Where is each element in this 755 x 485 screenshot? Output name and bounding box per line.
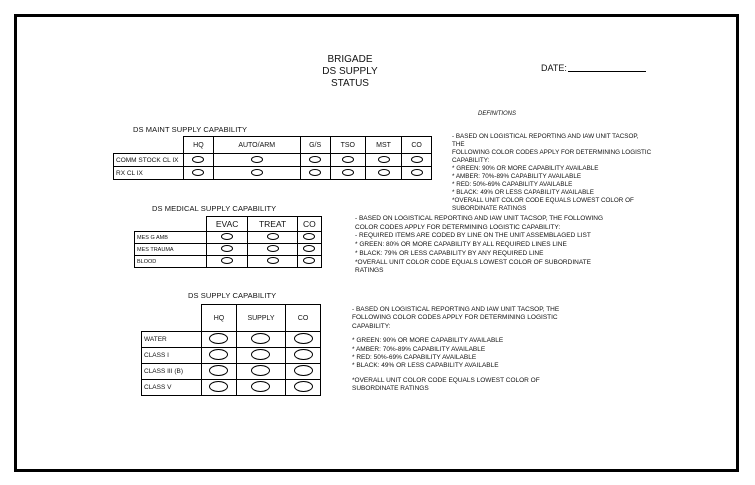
definitions-heading: DEFINITIONS	[478, 111, 517, 117]
title-line: BRIGADE	[327, 54, 373, 65]
column-header: CO	[402, 137, 432, 154]
status-oval[interactable]	[209, 333, 228, 344]
table-row	[142, 380, 321, 396]
status-oval[interactable]	[209, 381, 228, 392]
column-header: CO	[286, 305, 321, 332]
definition-line: SUBORDINATE RATINGS	[352, 385, 429, 393]
medical-section-title: DS MEDICAL SUPPLY CAPABILITY	[152, 204, 277, 213]
status-oval[interactable]	[294, 349, 313, 360]
status-oval[interactable]	[209, 365, 228, 376]
definition-line: SUBORDINATE RATINGS	[452, 205, 527, 212]
column-header: CO	[297, 217, 321, 232]
definition-line: * RED: 50%-69% CAPABILITY AVAILABLE	[452, 181, 573, 188]
column-header: SUPPLY	[236, 305, 285, 332]
status-oval[interactable]	[303, 233, 315, 240]
column-header: MST	[365, 137, 401, 154]
row-label: BLOOD	[135, 256, 207, 268]
row-label: CLASS V	[142, 380, 202, 396]
row-label: MES G AMB	[135, 232, 207, 244]
definition-line: - BASED ON LOGISTICAL REPORTING AND IAW UNIT TACSOP, THE	[352, 306, 560, 313]
status-oval[interactable]	[378, 156, 390, 163]
table-row	[114, 167, 432, 180]
status-oval[interactable]	[342, 156, 354, 163]
definition-line: * RED: 50%-69% CAPABILITY AVAILABLE	[352, 354, 477, 362]
status-oval[interactable]	[267, 257, 279, 264]
column-header: HQ	[184, 137, 214, 154]
definition-line: * BLACK: 79% OR LESS CAPABILITY BY ANY REQUIRED LINE	[355, 249, 544, 257]
definition-line: COLOR CODES APPLY FOR DETERMINING LOGISTIC CAPABILITY:	[355, 223, 561, 231]
status-oval[interactable]	[411, 169, 423, 176]
row-label: CLASS III (B)	[142, 364, 202, 380]
definition-line: * GREEN: 90% OR MORE CAPABILITY AVAILABLE	[452, 165, 599, 172]
definition-line: * BLACK: 49% OR LESS CAPABILITY AVAILABLE	[452, 189, 594, 196]
date-field[interactable]	[568, 71, 646, 72]
definition-line: CAPABILITY:	[352, 322, 391, 330]
status-oval[interactable]	[221, 245, 233, 252]
document-title	[290, 54, 410, 90]
status-oval[interactable]	[309, 169, 321, 176]
table-row	[142, 332, 321, 348]
column-header: EVAC	[207, 217, 248, 232]
table-row	[135, 256, 322, 268]
status-oval[interactable]	[267, 233, 279, 240]
blank-header-cell	[135, 217, 207, 232]
status-oval[interactable]	[294, 333, 313, 344]
definition-line: - BASED ON LOGISTICAL REPORTING AND IAW UNIT TACSOP, THE	[452, 133, 639, 148]
status-oval[interactable]	[221, 257, 233, 264]
status-oval[interactable]	[251, 156, 263, 163]
status-oval[interactable]	[192, 169, 204, 176]
status-oval[interactable]	[221, 233, 233, 240]
table-row	[135, 244, 322, 256]
definition-line: - BASED ON LOGISTICAL REPORTING AND IAW UNIT TACSOP, THE FOLLOWING	[355, 215, 604, 222]
definition-line: *OVERALL UNIT COLOR CODE EQUALS LOWEST COLOR OF SUBORDINATE	[355, 258, 591, 266]
row-label: CLASS I	[142, 348, 202, 364]
definition-line: * AMBER: 70%-89% CAPABILITY AVAILABLE	[452, 173, 582, 180]
definition-line: FOLLOWING COLOR CODES APPLY FOR DETERMINING LOGISTIC	[352, 314, 558, 322]
maint-section-title: DS MAINT SUPPLY CAPABILITY	[133, 125, 248, 134]
status-oval[interactable]	[209, 349, 228, 360]
row-label: WATER	[142, 332, 202, 348]
definition-line: - REQUIRED ITEMS ARE CODED BY LINE ON THE UNIT ASSEMBLAGED LIST	[355, 232, 591, 240]
row-label: MES TRAUMA	[135, 244, 207, 256]
definition-line: *OVERALL UNIT COLOR CODE EQUALS LOWEST COLOR OF	[452, 197, 634, 204]
maint-capability-table	[113, 136, 432, 180]
table-row	[135, 232, 322, 244]
blank-header-cell	[114, 137, 184, 154]
row-label: COMM STOCK CL IX	[114, 154, 184, 167]
blank-header-cell	[142, 305, 202, 332]
status-oval[interactable]	[251, 169, 263, 176]
status-oval[interactable]	[192, 156, 204, 163]
supply-capability-table	[141, 304, 321, 396]
column-header: TSO	[330, 137, 365, 154]
column-header: AUTO/ARM	[213, 137, 300, 154]
definition-line: * GREEN: 80% OR MORE CAPABILITY BY ALL REQUIRED LINES LINE	[355, 241, 567, 249]
date-label: DATE:	[541, 63, 567, 73]
definition-line: * BLACK: 49% OR LESS CAPABILITY AVAILABLE	[352, 362, 499, 370]
title-line: STATUS	[331, 78, 369, 89]
definition-line: * GREEN: 90% OR MORE CAPABILITY AVAILABLE	[352, 337, 504, 345]
column-header: G/S	[300, 137, 330, 154]
status-oval[interactable]	[251, 349, 270, 360]
supply-definitions	[352, 306, 582, 394]
maint-definitions	[452, 133, 652, 213]
status-oval[interactable]	[251, 333, 270, 344]
definition-line: * AMBER: 70%-89% CAPABILITY AVAILABLE	[352, 345, 486, 353]
status-oval[interactable]	[303, 245, 315, 252]
medical-capability-table	[134, 216, 322, 268]
status-oval[interactable]	[294, 381, 313, 392]
column-header: HQ	[202, 305, 237, 332]
status-oval[interactable]	[251, 365, 270, 376]
definition-line: CAPABILITY:	[452, 157, 490, 164]
status-oval[interactable]	[309, 156, 321, 163]
status-oval[interactable]	[411, 156, 423, 163]
definition-line: *OVERALL UNIT COLOR CODE EQUALS LOWEST COLOR OF	[352, 376, 540, 384]
status-oval[interactable]	[378, 169, 390, 176]
status-oval[interactable]	[267, 245, 279, 252]
column-header: TREAT	[248, 217, 298, 232]
supply-section-title: DS SUPPLY CAPABILITY	[188, 291, 277, 300]
status-oval[interactable]	[303, 257, 315, 264]
definition-line: FOLLOWING COLOR CODES APPLY FOR DETERMINING LOGISTIC	[452, 149, 652, 156]
row-label: RX CL IX	[114, 167, 184, 180]
status-oval[interactable]	[251, 381, 270, 392]
table-row	[142, 348, 321, 364]
status-oval[interactable]	[294, 365, 313, 376]
table-row	[142, 364, 321, 380]
medical-definitions	[355, 215, 625, 276]
status-oval[interactable]	[342, 169, 354, 176]
title-line: DS SUPPLY	[322, 66, 378, 77]
definition-line: RATINGS	[355, 267, 384, 275]
table-row	[114, 154, 432, 167]
